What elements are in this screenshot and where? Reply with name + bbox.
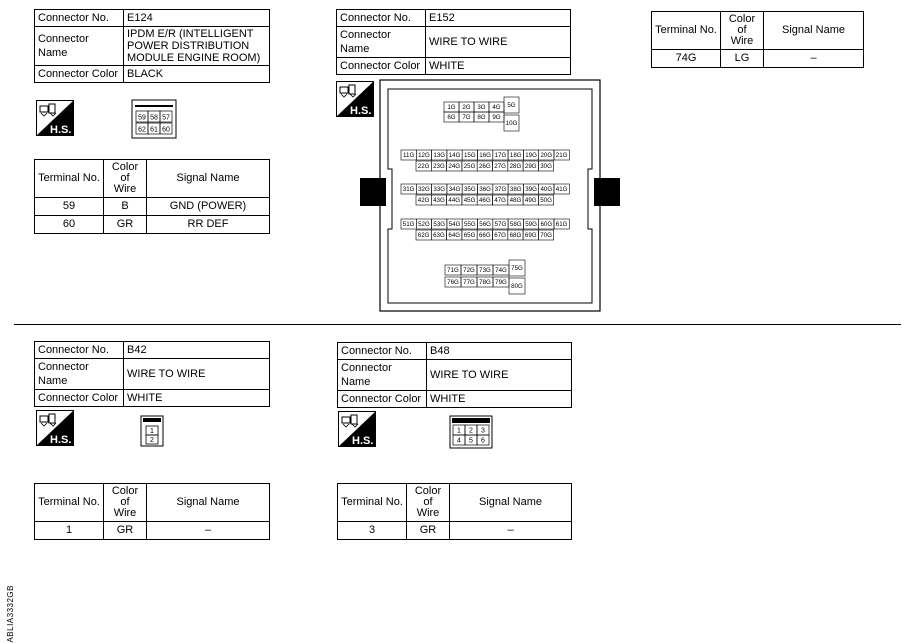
pin-label: 32G <box>418 186 430 194</box>
pin-label: 28G <box>509 163 522 171</box>
pin-label: 73G <box>479 267 491 275</box>
connector-name-label: Connector Name <box>35 27 124 66</box>
signal-header: Signal Name <box>450 484 572 522</box>
pin-label: 62G <box>417 232 430 240</box>
pin-label: 79G <box>495 279 507 287</box>
terminal-header: Terminal No. <box>652 12 721 50</box>
pin-label: 21G <box>555 152 568 160</box>
b48-terminal-table <box>337 483 572 540</box>
connector-name-value <box>124 27 270 66</box>
pin-label: 64G <box>448 232 461 240</box>
pin-label: 66G <box>478 232 491 240</box>
figure-code: ABLIA3332GB <box>6 585 15 643</box>
section-divider <box>14 324 901 325</box>
pin-label: 45G <box>463 197 476 205</box>
pin-label: 65G <box>463 232 476 240</box>
signal-cell: – <box>764 50 864 68</box>
pin-label: 22G <box>417 163 430 171</box>
harness-side-icon <box>36 100 74 136</box>
color-header <box>721 12 764 50</box>
connector-no-label: Connector No. <box>35 10 124 27</box>
color-cell: GR <box>104 216 147 234</box>
terminal-cell: 74G <box>652 50 721 68</box>
pin-label: 63G <box>433 232 445 240</box>
color-header <box>104 160 147 198</box>
terminal-header: Terminal No. <box>35 160 104 198</box>
connector-name-label: Connector Name <box>35 359 124 390</box>
pin-label: 77G <box>463 279 475 287</box>
pin-label: 44G <box>448 197 461 205</box>
pin-label: 13G <box>433 152 446 160</box>
color-header-line: Wire <box>416 507 440 519</box>
pin-label: 80G <box>511 283 523 291</box>
connector-color-label: Connector Color <box>35 390 124 407</box>
pin-label: 8G <box>477 114 486 122</box>
hs-label: H.S. <box>50 434 72 446</box>
connector-name-label: Connector Name <box>338 360 427 391</box>
pin-label: 18G <box>509 152 522 160</box>
pin-label: 57G <box>494 221 507 229</box>
connector-name-value: WIRE TO WIRE <box>426 27 571 58</box>
pin-label: 12G <box>418 152 430 160</box>
harness-side-icon <box>338 411 376 447</box>
pin-label: 40G <box>540 186 553 194</box>
pin-label: 55G <box>463 221 476 229</box>
pin-label: 3 <box>481 427 485 435</box>
pin-label: 7G <box>462 114 471 122</box>
pin-label: 2 <box>469 427 473 435</box>
pin-label: 53G <box>433 221 446 229</box>
color-header-line: Color of <box>111 485 139 508</box>
pin-label: 58G <box>509 221 522 229</box>
pin-label: 35G <box>463 186 476 194</box>
pin-label: 9G <box>492 114 501 122</box>
pin-label: 43G <box>433 197 445 205</box>
pin-label: 57 <box>162 114 170 122</box>
pin-label: 3G <box>477 104 486 112</box>
pin-label: 46G <box>478 197 491 205</box>
pin-label: 61G <box>555 221 568 229</box>
pin-label: 61 <box>150 126 158 134</box>
connector-color-label: Connector Color <box>35 66 124 83</box>
b42-connector-info <box>34 341 270 407</box>
pin-label: 75G <box>511 265 523 273</box>
pin-label: 19G <box>525 152 537 160</box>
b42-terminal-table <box>34 483 270 540</box>
terminal-cell: 1 <box>35 522 104 540</box>
connector-no-value: B48 <box>427 343 572 360</box>
color-cell: B <box>104 198 147 216</box>
pin-label: 34G <box>448 186 461 194</box>
connector-no-label: Connector No. <box>337 10 426 27</box>
pin-label: 33G <box>433 186 446 194</box>
signal-cell: – <box>147 522 270 540</box>
table-row <box>35 198 270 216</box>
pin-label: 49G <box>524 197 537 205</box>
pin-label: 39G <box>525 186 537 194</box>
b48-connector-face <box>449 415 493 449</box>
pin-label: 69G <box>524 232 537 240</box>
table-row <box>35 522 270 540</box>
pin-label: 15G <box>463 152 476 160</box>
color-header-line: Color of <box>111 161 139 184</box>
color-header-line: Color of <box>414 485 442 508</box>
terminal-header: Terminal No. <box>35 484 104 522</box>
signal-cell: – <box>450 522 572 540</box>
connector-no-value: B42 <box>124 342 270 359</box>
pin-label: 67G <box>494 232 507 240</box>
color-cell: GR <box>407 522 450 540</box>
pin-label: 59G <box>525 221 537 229</box>
e152-connector-face <box>358 79 622 313</box>
color-cell: GR <box>104 522 147 540</box>
signal-cell: GND (POWER) <box>147 198 270 216</box>
color-header-line: Wire <box>113 183 137 195</box>
pin-label: 51G <box>402 221 415 229</box>
e124-connector-face <box>131 99 177 139</box>
harness-side-icon <box>36 410 74 446</box>
pin-label: 1 <box>150 428 154 435</box>
pin-label: 30G <box>540 163 552 171</box>
connector-color-label: Connector Color <box>338 391 427 408</box>
pin-label: 41G <box>555 186 568 194</box>
pin-label: 58 <box>150 114 158 122</box>
e152-terminal-table <box>651 11 864 68</box>
pin-label: 36G <box>479 186 492 194</box>
connector-name-value: WIRE TO WIRE <box>124 359 270 390</box>
terminal-cell: 59 <box>35 198 104 216</box>
pin-label: 6G <box>447 114 456 122</box>
pin-label: 74G <box>495 267 507 275</box>
pin-label: 60 <box>162 126 170 134</box>
pin-label: 78G <box>479 279 491 287</box>
pin-label: 56G <box>479 221 492 229</box>
pin-label: 29G <box>524 163 537 171</box>
pin-label: 17G <box>494 152 507 160</box>
connector-name-line: POWER DISTRIBUTION <box>127 40 250 52</box>
signal-header: Signal Name <box>764 12 864 50</box>
terminal-cell: 3 <box>338 522 407 540</box>
connector-name-line: IPDM E/R (INTELLIGENT <box>127 28 254 40</box>
connector-name-label: Connector Name <box>337 27 426 58</box>
b42-connector-face <box>140 415 164 447</box>
pin-label: 6 <box>481 437 485 445</box>
color-header-line: Color of <box>728 13 756 36</box>
pin-label: 16G <box>479 152 492 160</box>
connector-color-value: BLACK <box>124 66 270 83</box>
color-header <box>407 484 450 522</box>
pin-label: 1G <box>447 104 456 112</box>
connector-no-label: Connector No. <box>338 343 427 360</box>
pin-label: 4G <box>492 104 501 112</box>
pin-label: 68G <box>509 232 522 240</box>
pin-label: 72G <box>463 267 475 275</box>
pin-label: 50G <box>540 197 552 205</box>
connector-no-value: E124 <box>124 10 270 27</box>
pin-label: 2G <box>462 104 471 112</box>
e152-connector-info <box>336 9 571 75</box>
b48-connector-info <box>337 342 572 408</box>
pin-label: 42G <box>417 197 430 205</box>
pin-label: 47G <box>494 197 507 205</box>
signal-cell: RR DEF <box>147 216 270 234</box>
table-row <box>35 216 270 234</box>
pin-label: 1 <box>457 427 461 435</box>
pin-label: 2 <box>150 437 154 444</box>
signal-header: Signal Name <box>147 484 270 522</box>
signal-header: Signal Name <box>147 160 270 198</box>
color-header-line: Wire <box>113 507 137 519</box>
pin-label: 54G <box>448 221 461 229</box>
hs-label: H.S. <box>50 124 72 136</box>
table-row <box>338 522 572 540</box>
e124-connector-info <box>34 9 270 83</box>
hs-label: H.S. <box>350 105 372 117</box>
pin-label: 14G <box>448 152 461 160</box>
pin-label: 24G <box>448 163 461 171</box>
color-header <box>104 484 147 522</box>
pin-label: 25G <box>463 163 476 171</box>
terminal-cell: 60 <box>35 216 104 234</box>
pin-label: 4 <box>457 437 461 445</box>
pin-label: 20G <box>540 152 553 160</box>
pin-label: 31G <box>402 186 415 194</box>
connector-color-label: Connector Color <box>337 58 426 75</box>
table-row <box>652 50 864 68</box>
connector-no-value: E152 <box>426 10 571 27</box>
connector-name-line: MODULE ENGINE ROOM) <box>127 52 261 64</box>
pin-label: 48G <box>509 197 522 205</box>
pin-label: 70G <box>540 232 552 240</box>
pin-label: 5G <box>507 102 516 110</box>
connector-no-label: Connector No. <box>35 342 124 359</box>
terminal-header: Terminal No. <box>338 484 407 522</box>
color-cell: LG <box>721 50 764 68</box>
pin-label: 59 <box>138 114 146 122</box>
e124-terminal-table <box>34 159 270 234</box>
pin-label: 23G <box>433 163 445 171</box>
pin-label: 27G <box>494 163 507 171</box>
pin-label: 60G <box>540 221 553 229</box>
connector-name-value: WIRE TO WIRE <box>427 360 572 391</box>
pin-label: 5 <box>469 437 473 445</box>
connector-color-value: WHITE <box>124 390 270 407</box>
color-header-line: Wire <box>730 35 754 47</box>
pin-label: 76G <box>447 279 459 287</box>
pin-label: 52G <box>418 221 430 229</box>
pin-label: 62 <box>138 126 146 134</box>
pin-label: 71G <box>447 267 459 275</box>
pin-label: 11G <box>403 152 415 160</box>
pin-label: 38G <box>509 186 522 194</box>
pin-label: 26G <box>478 163 491 171</box>
pin-label: 37G <box>494 186 507 194</box>
connector-color-value: WHITE <box>427 391 572 408</box>
connector-color-value: WHITE <box>426 58 571 75</box>
pin-label: 10G <box>505 120 518 128</box>
hs-label: H.S. <box>352 435 374 447</box>
